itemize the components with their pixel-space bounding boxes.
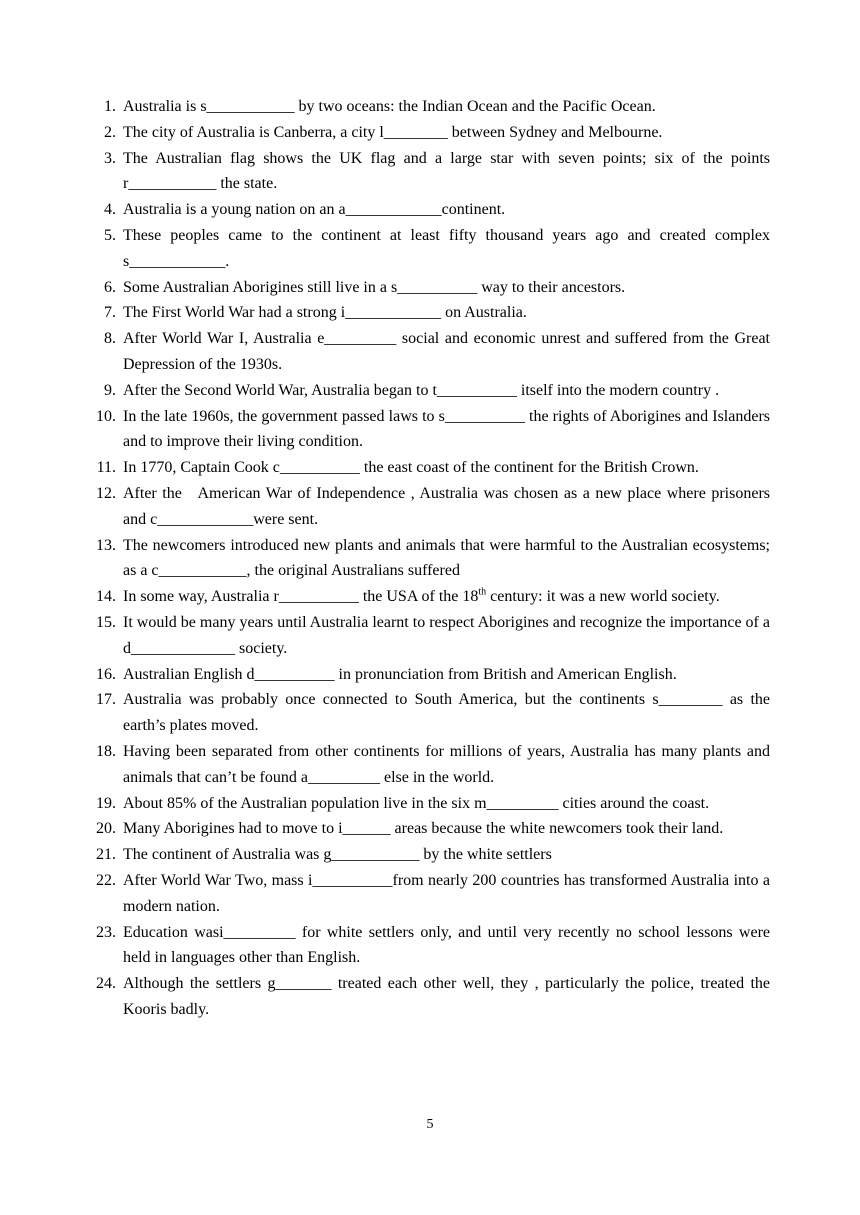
exercise-item [84, 842, 770, 868]
item-text: The continent of Australia was g___________ by the white settlers [123, 846, 552, 864]
item-text: After the Second World War, Australia began to t__________ itself into the modern country . [123, 381, 720, 399]
exercise-item [84, 791, 770, 817]
item-number: 11 . [84, 455, 116, 481]
item-number: 2 . [84, 120, 116, 146]
item-text: After World War I, Australia e_________ social and economic unrest and suffered from the Great Depression of the 1930s. [123, 330, 770, 373]
exercise-item [84, 275, 770, 301]
item-text: Many Aborigines had to move to i______ areas because the white newcomers took their land. [123, 820, 724, 838]
item-number: 22 . [84, 868, 116, 894]
item-number: 4 . [84, 197, 116, 223]
item-number: 8 . [84, 326, 116, 352]
item-text: Australian English d__________ in pronunciation from British and American English. [123, 665, 677, 683]
item-number: 7 . [84, 300, 116, 326]
item-number: 24 . [84, 971, 116, 997]
item-text: Having been separated from other continents for millions of years, Australia has many plants and animals that can’t be found a_________ else in the world. [123, 742, 770, 786]
item-text: Although the settlers g_______ treated each other well, they , particularly the police, treated the Kooris badly. [123, 975, 770, 1018]
item-number: 15 . [84, 610, 116, 636]
item-text: The city of Australia is Canberra, a city l________ between Sydney and Melbourne. [123, 123, 663, 141]
item-number: 3 . [84, 146, 116, 172]
ordinal-suffix: th [478, 586, 487, 598]
exercise-item [84, 120, 770, 146]
item-text: Australia is s___________ by two oceans: the Indian Ocean and the Pacific Ocean. [123, 98, 656, 115]
item-number: 18 . [84, 739, 116, 765]
item-number: 21 . [84, 842, 116, 868]
item-text-after: century: it was a new world society. [486, 588, 720, 606]
item-text: The First World War had a strong i____________ on Australia. [123, 304, 527, 322]
exercise-item [84, 300, 770, 326]
exercise-item [84, 662, 770, 688]
item-number: 5 . [84, 223, 116, 249]
item-text: Education wasi_________ for white settlers only, and until very recently no school lessons were held in languages other than English. [123, 923, 770, 967]
exercise-item [84, 404, 770, 456]
item-text-before: In some way, Australia r__________ the USA of the 18 [123, 588, 479, 606]
exercise-item [84, 533, 770, 585]
item-number: 19 . [84, 791, 116, 817]
exercise-item [84, 971, 770, 1023]
item-text: After World War Two, mass i__________from nearly 200 countries has transformed Australia into a modern nation. [123, 871, 770, 915]
item-number: 13 . [84, 533, 116, 559]
exercise-item [84, 868, 770, 920]
item-number: 16 . [84, 662, 116, 688]
item-number: 17 . [84, 687, 116, 713]
exercise-item [84, 920, 770, 972]
exercise-item [84, 455, 770, 481]
exercise-item [84, 610, 770, 662]
exercise-item [84, 584, 770, 610]
exercise-item [84, 739, 770, 791]
item-number: 20 . [84, 816, 116, 842]
exercise-item [84, 481, 774, 533]
item-text: Australia was probably once connected to South America, but the continents s________ as the earth’s plates moved. [123, 691, 770, 735]
exercise-item [84, 223, 770, 275]
item-text: About 85% of the Australian population live in the six m_________ cities around the coast. [123, 794, 710, 812]
item-text: The Australian flag shows the UK flag and a large star with seven points; six of the points r___________ the state. [123, 149, 770, 193]
exercise-item [84, 146, 770, 198]
item-text: Australia is a young nation on an a____________continent. [123, 201, 506, 219]
exercise-item [84, 816, 770, 842]
exercise-item [84, 94, 770, 120]
exercise-item [84, 326, 770, 378]
item-text: These peoples came to the continent at least fifty thousand years ago and created complex s____________. [123, 226, 770, 270]
item-text: It would be many years until Australia learnt to respect Aborigines and recognize the importance of a d_____________ society. [123, 613, 770, 657]
item-number: 12 . [84, 481, 116, 507]
exercise-item [84, 687, 770, 739]
item-text: Some Australian Aborigines still live in a s__________ way to their ancestors. [123, 278, 626, 296]
exercise-item [84, 197, 770, 223]
item-number: 14 . [84, 584, 116, 610]
fill-in-blank-exercise-list [84, 94, 774, 1023]
exercise-item [84, 378, 770, 404]
item-number: 9 . [84, 378, 116, 404]
item-number: 1 . [84, 94, 116, 120]
item-number: 10 . [84, 404, 116, 430]
item-text: After the American War of Independence , Australia was chosen as a new place where prisoners and c____________were sent. [123, 484, 774, 528]
item-text: In the late 1960s, the government passed laws to s__________ the rights of Aborigines and Islanders and to improve their living condition. [123, 407, 770, 451]
item-number: 23 . [84, 920, 116, 946]
item-number: 6 . [84, 275, 116, 301]
page-number: 5 [426, 1117, 434, 1132]
item-text: The newcomers introduced new plants and animals that were harmful to the Australian ecosystems; as a c___________, the original Australians suffered [123, 536, 770, 580]
item-text: In 1770, Captain Cook c__________ the east coast of the continent for the British Crown. [123, 459, 699, 477]
